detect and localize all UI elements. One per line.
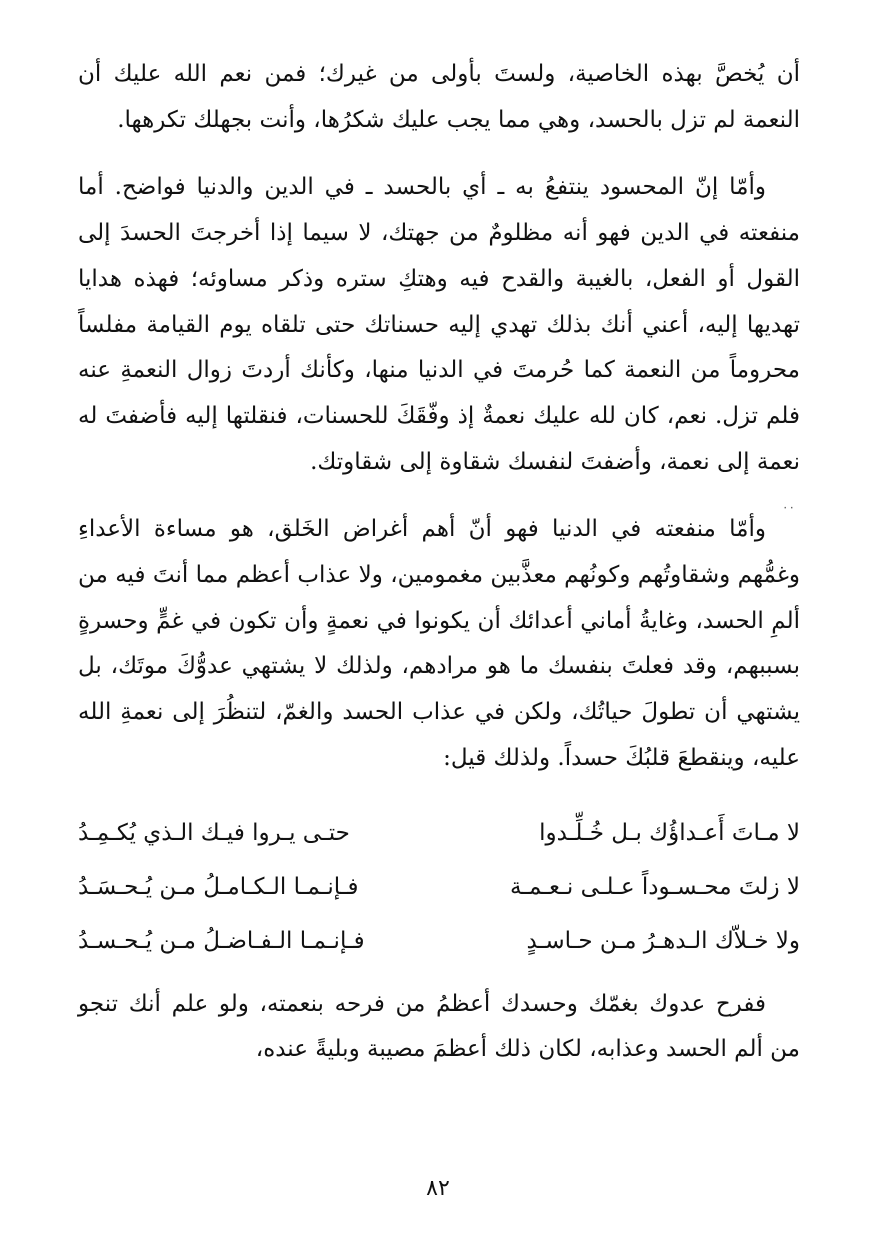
poem-verses	[78, 806, 800, 968]
verse-second-hemistich: فـإنـمـا الـفـاضـلُ مـن يُـحـسـدُ	[78, 927, 365, 954]
paragraph-gap	[78, 143, 800, 165]
closing-paragraph: ففرح عدوك بغمّك وحسدك أعظمُ من فرحه بنعمته، ولو علم أنك تنجو من ألم الحسد وعذابه، لكان ذلك أعظمَ مصيبة وبليةً عنده،	[78, 990, 800, 1063]
verse-line	[78, 860, 800, 914]
paragraph-3: وأمّا منفعته في الدنيا فهو أنّ أهم أغراض الخَلق، هو مساءة الأعداءِ وغمُّهم وشقاوتُهم وكونُهم معذَّبين مغمومين، ولا عذاب أعظم مما أنتَ فيه من ألمِ الحسد، وغايةُ أماني أعدائك أن يكونوا في نعمةٍ وأن تكون في غمٍّ وحسرةٍ بسببهم، وقد فعلتَ بنفسك ما هو مرادهم، ولذلك لا يشتهي عدوُّكَ موتَك، بل يشتهي أن تطولَ حياتُك، ولكن في عذاب الحسد والغمّ، لتنظُرَ إلى نعمةِ الله عليه، وينقطعَ قلبُكَ حسداً. ولذلك قيل:	[78, 516, 800, 771]
verse-line	[78, 914, 800, 968]
verse-line	[78, 806, 800, 860]
verse-second-hemistich: حتـى يـروا فيـك الـذي يُكـمِـدُ	[78, 819, 350, 846]
verse-second-hemistich: فـإنـمـا الـكـامـلُ مـن يُـحـسَـدُ	[78, 873, 359, 900]
verse-first-hemistich: لا زلتَ محـسـوداً عـلـى نـعـمـة	[509, 873, 800, 900]
paragraph-gap	[78, 485, 800, 507]
verse-first-hemistich: لا مـاتَ أَعـداؤُك بـل خُـلِّـدوا	[539, 819, 800, 846]
paragraph-2: وأمّا إنّ المحسود ينتفعُ به ـ أي بالحسد ـ في الدين والدنيا فواضح. أما منفعته في الدين فهو أنه مظلومٌ من جهتك، لا سيما إذا أخرجتَ الحسدَ إلى القول أو الفعل، بالغيبة والقدح فيه وهتكِ ستره وذكر مساوئه؛ فهذه هدايا تهديها إليه، أعني أنك بذلك تهدي إليه حسناتك حتى تلقاه يوم القيامة مفلساً محروماً من النعمة كما حُرمتَ في الدنيا منها، وكأنك أردتَ زوال النعمةِ عنه فلم تزل. نعم، كان لله عليك نعمةٌ إذ وفّقَكَ للحسنات، فنقلتها إليه فأضفتَ له نعمة إلى نعمة، وأضفتَ لنفسك شقاوة إلى شقاوتك.	[78, 174, 800, 475]
page-body	[78, 52, 800, 1073]
verse-first-hemistich: ولا خـلاّك الـدهـرُ مـن حـاسـدٍ	[526, 927, 800, 954]
page-number: ٨٢	[426, 1176, 450, 1201]
margin-mark: ٠٠	[782, 500, 795, 514]
paragraph-1: أن يُخصَّ بهذه الخاصية، ولستَ بأولى من غيرك؛ فمن نعم الله عليك أن النعمة لم تزل بالحسد، وهي مما يجب عليك شكرُها، وأنت بجهلك تكرهها.	[78, 61, 800, 133]
